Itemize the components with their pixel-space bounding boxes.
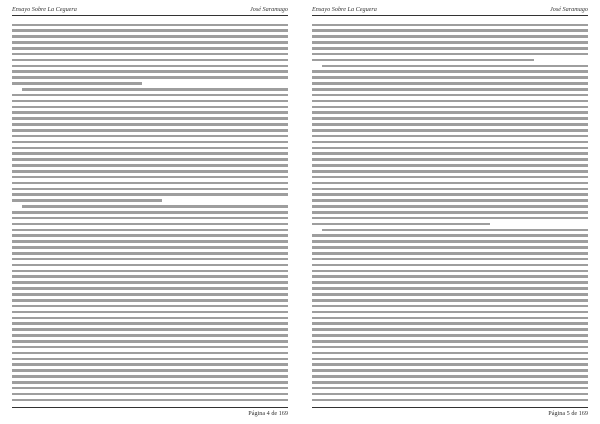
text-line xyxy=(12,111,288,114)
text-line xyxy=(12,176,288,179)
text-line xyxy=(12,70,288,73)
text-line xyxy=(12,393,288,396)
text-line xyxy=(12,94,288,97)
text-line xyxy=(12,299,288,302)
text-line xyxy=(312,41,588,44)
text-line xyxy=(12,281,288,284)
text-line xyxy=(312,223,490,226)
text-line xyxy=(312,234,588,237)
header-book-title: Ensayo Sobre La Ceguera xyxy=(12,6,77,13)
text-line xyxy=(322,65,588,68)
header-book-title: Ensayo Sobre La Ceguera xyxy=(312,6,377,13)
text-line xyxy=(12,211,288,214)
page-number: Página 5 de 169 xyxy=(548,410,588,417)
running-header xyxy=(312,6,588,13)
text-line xyxy=(312,375,588,378)
text-line xyxy=(312,176,588,179)
text-line xyxy=(312,188,588,191)
text-line xyxy=(312,111,588,114)
text-line xyxy=(312,305,588,308)
text-line xyxy=(312,129,588,132)
text-line xyxy=(312,334,588,337)
text-line xyxy=(312,70,588,73)
text-line xyxy=(312,141,588,144)
text-line xyxy=(312,240,588,243)
text-line xyxy=(12,100,288,103)
text-line xyxy=(12,223,288,226)
running-header xyxy=(12,6,288,13)
text-line xyxy=(312,24,588,27)
text-line xyxy=(12,65,288,68)
right-page xyxy=(300,0,600,424)
text-line xyxy=(12,375,288,378)
text-line xyxy=(12,246,288,249)
text-line xyxy=(322,229,588,232)
text-line xyxy=(12,106,288,109)
header-rule xyxy=(12,15,288,16)
text-line xyxy=(12,358,288,361)
text-line xyxy=(12,334,288,337)
text-line xyxy=(312,135,588,138)
text-line xyxy=(312,106,588,109)
text-line xyxy=(312,270,588,273)
text-line xyxy=(12,35,288,38)
text-line xyxy=(312,117,588,120)
text-line xyxy=(312,299,588,302)
text-line xyxy=(312,88,588,91)
text-line xyxy=(22,88,288,91)
text-line xyxy=(312,399,588,402)
text-line xyxy=(312,393,588,396)
text-line xyxy=(12,152,288,155)
text-line xyxy=(12,82,142,85)
text-line xyxy=(12,135,288,138)
text-line xyxy=(312,363,588,366)
text-line xyxy=(12,53,288,56)
text-line xyxy=(312,293,588,296)
text-line xyxy=(12,275,288,278)
text-line xyxy=(12,29,288,32)
text-line xyxy=(312,275,588,278)
text-line xyxy=(22,205,288,208)
text-line xyxy=(312,29,588,32)
text-line xyxy=(312,387,588,390)
text-line xyxy=(312,381,588,384)
text-line xyxy=(312,352,588,355)
text-line xyxy=(12,363,288,366)
text-line xyxy=(312,211,588,214)
text-line xyxy=(12,123,288,126)
text-line xyxy=(12,252,288,255)
text-line xyxy=(12,399,288,402)
text-line xyxy=(12,369,288,372)
text-line xyxy=(312,340,588,343)
text-line xyxy=(12,293,288,296)
footer-rule xyxy=(312,407,588,408)
page-body-text xyxy=(312,22,588,404)
text-line xyxy=(12,158,288,161)
text-line xyxy=(12,117,288,120)
text-line xyxy=(12,346,288,349)
text-line xyxy=(312,217,588,220)
text-line xyxy=(312,152,588,155)
text-line xyxy=(12,340,288,343)
text-line xyxy=(312,281,588,284)
text-line xyxy=(12,129,288,132)
text-line xyxy=(312,59,534,62)
text-line xyxy=(312,164,588,167)
text-line xyxy=(12,199,162,202)
text-line xyxy=(12,76,288,79)
text-line xyxy=(312,123,588,126)
text-line xyxy=(312,82,588,85)
text-line xyxy=(12,264,288,267)
text-line xyxy=(312,258,588,261)
page-number: Página 4 de 169 xyxy=(248,410,288,417)
header-author: José Saramago xyxy=(550,6,588,13)
text-line xyxy=(12,270,288,273)
text-line xyxy=(12,258,288,261)
header-author: José Saramago xyxy=(250,6,288,13)
text-line xyxy=(12,240,288,243)
text-line xyxy=(312,170,588,173)
text-line xyxy=(312,94,588,97)
text-line xyxy=(12,147,288,150)
text-line xyxy=(12,193,288,196)
text-line xyxy=(312,158,588,161)
text-line xyxy=(12,47,288,50)
text-line xyxy=(312,205,588,208)
footer-rule xyxy=(12,407,288,408)
text-line xyxy=(12,311,288,314)
text-line xyxy=(312,346,588,349)
text-line xyxy=(312,317,588,320)
text-line xyxy=(312,35,588,38)
text-line xyxy=(12,305,288,308)
text-line xyxy=(12,317,288,320)
text-line xyxy=(312,328,588,331)
text-line xyxy=(312,358,588,361)
text-line xyxy=(312,193,588,196)
page-body-text xyxy=(12,22,288,404)
text-line xyxy=(312,53,588,56)
text-line xyxy=(312,246,588,249)
text-line xyxy=(12,24,288,27)
text-line xyxy=(312,47,588,50)
text-line xyxy=(312,76,588,79)
text-line xyxy=(12,164,288,167)
text-line xyxy=(12,217,288,220)
text-line xyxy=(312,100,588,103)
text-line xyxy=(312,147,588,150)
text-line xyxy=(12,141,288,144)
text-line xyxy=(12,59,288,62)
text-line xyxy=(12,41,288,44)
text-line xyxy=(312,311,588,314)
text-line xyxy=(312,322,588,325)
text-line xyxy=(12,381,288,384)
text-line xyxy=(12,322,288,325)
text-line xyxy=(312,182,588,185)
text-line xyxy=(312,199,588,202)
text-line xyxy=(12,188,288,191)
text-line xyxy=(312,252,588,255)
text-line xyxy=(312,369,588,372)
text-line xyxy=(12,328,288,331)
text-line xyxy=(12,229,288,232)
text-line xyxy=(12,182,288,185)
text-line xyxy=(312,287,588,290)
text-line xyxy=(12,287,288,290)
text-line xyxy=(12,170,288,173)
text-line xyxy=(12,234,288,237)
header-rule xyxy=(312,15,588,16)
text-line xyxy=(12,352,288,355)
text-line xyxy=(12,387,288,390)
text-line xyxy=(312,264,588,267)
